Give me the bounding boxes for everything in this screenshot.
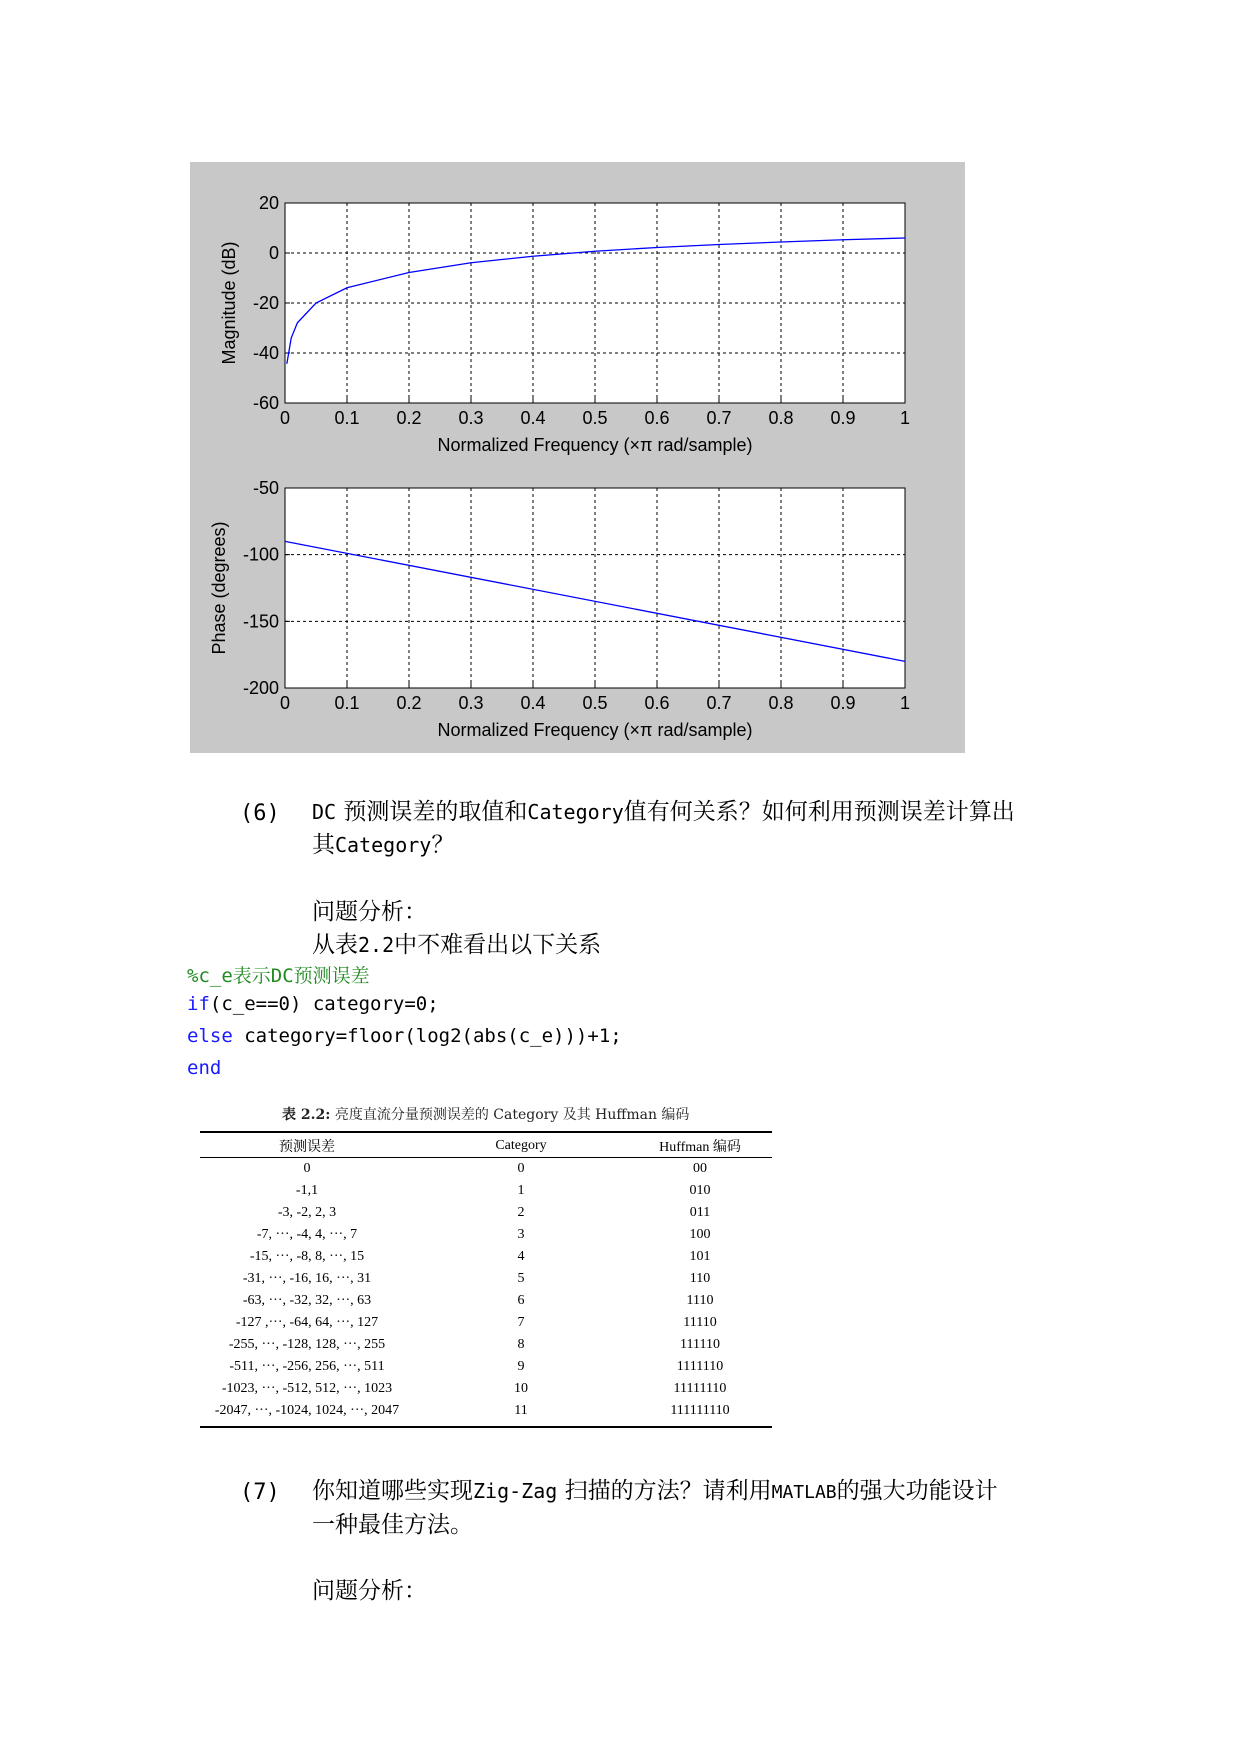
phase-plot bbox=[209, 478, 910, 740]
x-tick-label: 0.9 bbox=[830, 408, 856, 428]
table-cell: -15, ···, -8, 8, ···, 15 bbox=[249, 1249, 365, 1264]
note-part: 2.2 bbox=[358, 933, 395, 957]
table-header-row bbox=[200, 1134, 772, 1158]
phase-xlabel: Normalized Frequency (×π rad/sample) bbox=[437, 720, 753, 740]
table-cell: 10 bbox=[514, 1381, 528, 1396]
code-line-end bbox=[187, 1057, 221, 1079]
question-7-part: 你知道哪些实现 bbox=[312, 1478, 473, 1504]
x-tick-label: 0 bbox=[279, 408, 291, 428]
x-tick-label: 1 bbox=[899, 693, 911, 713]
table-header-cell: Category bbox=[414, 1134, 628, 1158]
x-tick-label: 0.2 bbox=[396, 693, 422, 713]
table-header-cell: 预测误差 bbox=[200, 1134, 414, 1158]
y-tick-label: -150 bbox=[242, 611, 279, 632]
x-tick-label: 0.3 bbox=[458, 408, 484, 428]
table-cell: -511, ···, -256, 256, ···, 511 bbox=[229, 1359, 385, 1374]
code-keyword: else bbox=[187, 1025, 233, 1047]
x-tick-label: 0.6 bbox=[644, 693, 670, 713]
question-6-analysis-heading: 问题分析： bbox=[312, 899, 427, 925]
y-tick-label: -100 bbox=[242, 544, 279, 565]
freqz-plots-svg bbox=[190, 162, 965, 753]
question-7-part: 扫描的方法？请利用 bbox=[557, 1478, 772, 1504]
question-6-part: Category bbox=[527, 800, 624, 824]
x-tick-label: 0.8 bbox=[768, 693, 794, 713]
question-7-part: 的强大功能设计 bbox=[836, 1478, 998, 1504]
table-cell: -7, ···, -4, 4, ···, 7 bbox=[256, 1227, 358, 1242]
table-cell: -1,1 bbox=[295, 1183, 319, 1198]
question-6-part: Category bbox=[335, 833, 432, 857]
phase-ylabel: Phase (degrees) bbox=[209, 521, 229, 655]
table-cell: 7 bbox=[517, 1315, 525, 1330]
y-tick-label: -200 bbox=[242, 678, 279, 698]
table-row bbox=[200, 1158, 772, 1181]
question-6-part: 其 bbox=[312, 832, 335, 858]
question-7-part: Zig-Zag bbox=[473, 1479, 558, 1503]
table-cell: 101 bbox=[689, 1249, 711, 1264]
table-cell: 11 bbox=[514, 1403, 528, 1418]
table-row bbox=[200, 1290, 772, 1312]
code-text: (c_e==0) category=0; bbox=[209, 993, 439, 1015]
table-row bbox=[200, 1268, 772, 1290]
table-cell: 1111110 bbox=[676, 1359, 724, 1374]
question-6-part: 预测误差的取值和 bbox=[336, 799, 528, 825]
table-cell: 3 bbox=[517, 1227, 525, 1242]
code-line-else bbox=[187, 1025, 622, 1047]
table-row bbox=[200, 1180, 772, 1202]
x-tick-label: 0.1 bbox=[334, 693, 360, 713]
table-caption bbox=[282, 1104, 689, 1124]
y-tick-label: -20 bbox=[252, 293, 279, 313]
y-tick-label: -50 bbox=[252, 478, 279, 498]
code-keyword: if bbox=[187, 993, 210, 1015]
note-part: 中不难看出以下关系 bbox=[394, 932, 602, 958]
table-header-cell: Huffman 编码 bbox=[628, 1134, 772, 1158]
question-7-part: MATLAB bbox=[771, 1482, 837, 1503]
x-tick-label: 0.9 bbox=[830, 693, 856, 713]
table-caption-label: 表 2.2: bbox=[282, 1107, 331, 1123]
table-cell: 8 bbox=[517, 1337, 525, 1352]
table-cell: 1110 bbox=[686, 1293, 714, 1308]
table-cell: 011 bbox=[689, 1205, 711, 1220]
table-cell: -1023, ···, -512, 512, ···, 1023 bbox=[221, 1381, 393, 1396]
table-top-rule bbox=[200, 1131, 772, 1133]
table-row bbox=[200, 1356, 772, 1378]
x-tick-label: 0.5 bbox=[582, 408, 608, 428]
question-6-text bbox=[312, 796, 1072, 862]
y-tick-label: 20 bbox=[258, 193, 279, 213]
x-tick-label: 0.8 bbox=[768, 408, 794, 428]
table-cell: 11111110 bbox=[673, 1381, 727, 1396]
code-comment-line: %c_e表示DC预测误差 bbox=[187, 965, 370, 987]
table-row bbox=[200, 1202, 772, 1224]
y-tick-label: -60 bbox=[252, 393, 279, 413]
table-cell: 0 bbox=[517, 1161, 525, 1176]
question-7-text bbox=[312, 1475, 1072, 1542]
x-tick-label: 0.7 bbox=[706, 693, 732, 713]
table-cell: 5 bbox=[517, 1271, 525, 1286]
table-row bbox=[200, 1378, 772, 1400]
x-tick-label: 0.4 bbox=[520, 408, 546, 428]
x-tick-label: 0.2 bbox=[396, 408, 422, 428]
question-6-part: DC bbox=[312, 800, 337, 824]
table-cell: 11110 bbox=[683, 1315, 717, 1330]
table-row bbox=[200, 1312, 772, 1334]
note-part: 从表 bbox=[312, 932, 358, 958]
table-cell: -63, ···, -32, 32, ···, 63 bbox=[242, 1293, 372, 1308]
table-cell: -31, ···, -16, 16, ···, 31 bbox=[242, 1271, 372, 1286]
table-cell: 110 bbox=[689, 1271, 711, 1286]
table-caption-text: 亮度直流分量预测误差的 Category 及其 Huffman 编码 bbox=[330, 1107, 690, 1123]
table-cell: -127 ,···, -64, 64, ···, 127 bbox=[235, 1315, 379, 1330]
table-row bbox=[200, 1334, 772, 1356]
x-tick-label: 0 bbox=[279, 693, 291, 713]
x-tick-label: 0.5 bbox=[582, 693, 608, 713]
x-tick-label: 0.1 bbox=[334, 408, 360, 428]
question-6-analysis-note bbox=[312, 926, 601, 959]
question-6-part: 值有何关系？如何利用预测误差计算出 bbox=[623, 799, 1015, 825]
huffman-table bbox=[200, 1134, 772, 1422]
x-tick-label: 1 bbox=[899, 408, 911, 428]
question-7-number: (7) bbox=[240, 1480, 280, 1505]
table-row bbox=[200, 1246, 772, 1268]
table-cell: -2047, ···, -1024, 1024, ···, 2047 bbox=[214, 1403, 400, 1418]
table-cell: 6 bbox=[517, 1293, 525, 1308]
question-7-analysis-heading: 问题分析： bbox=[312, 1578, 427, 1604]
magnitude-plot bbox=[219, 193, 910, 455]
table-cell: 010 bbox=[689, 1183, 711, 1198]
table-cell: 111110 bbox=[680, 1337, 720, 1352]
table-cell: 9 bbox=[517, 1359, 525, 1374]
code-keyword: end bbox=[187, 1057, 222, 1079]
table-cell: 111111110 bbox=[670, 1403, 730, 1418]
table-row bbox=[200, 1224, 772, 1246]
table-row bbox=[200, 1400, 772, 1422]
table-cell: 0 bbox=[303, 1161, 311, 1176]
x-tick-label: 0.7 bbox=[706, 408, 732, 428]
question-7-part: 一种最佳方法。 bbox=[312, 1512, 473, 1538]
x-tick-label: 0.4 bbox=[520, 693, 546, 713]
x-tick-label: 0.6 bbox=[644, 408, 670, 428]
table-cell: -3, -2, 2, 3 bbox=[277, 1205, 337, 1220]
magnitude-ylabel: Magnitude (dB) bbox=[219, 241, 239, 365]
y-tick-label: -40 bbox=[252, 343, 279, 363]
table-cell: 00 bbox=[693, 1161, 707, 1176]
table-cell: 1 bbox=[517, 1183, 525, 1198]
question-6-number: (6) bbox=[240, 801, 280, 826]
table-cell: 4 bbox=[517, 1249, 525, 1264]
table-cell: 2 bbox=[517, 1205, 525, 1220]
table-cell: -255, ···, -128, 128, ···, 255 bbox=[228, 1337, 386, 1352]
y-tick-label: 0 bbox=[268, 243, 279, 263]
magnitude-xlabel: Normalized Frequency (×π rad/sample) bbox=[437, 435, 753, 455]
code-line-if bbox=[187, 993, 439, 1015]
table-cell: 100 bbox=[689, 1227, 711, 1242]
table-bottom-rule bbox=[200, 1426, 772, 1428]
code-text: category=floor(log2(abs(c_e)))+1; bbox=[232, 1025, 622, 1047]
x-tick-label: 0.3 bbox=[458, 693, 484, 713]
freqz-figure bbox=[190, 162, 965, 753]
question-6-part: ？ bbox=[431, 832, 455, 858]
